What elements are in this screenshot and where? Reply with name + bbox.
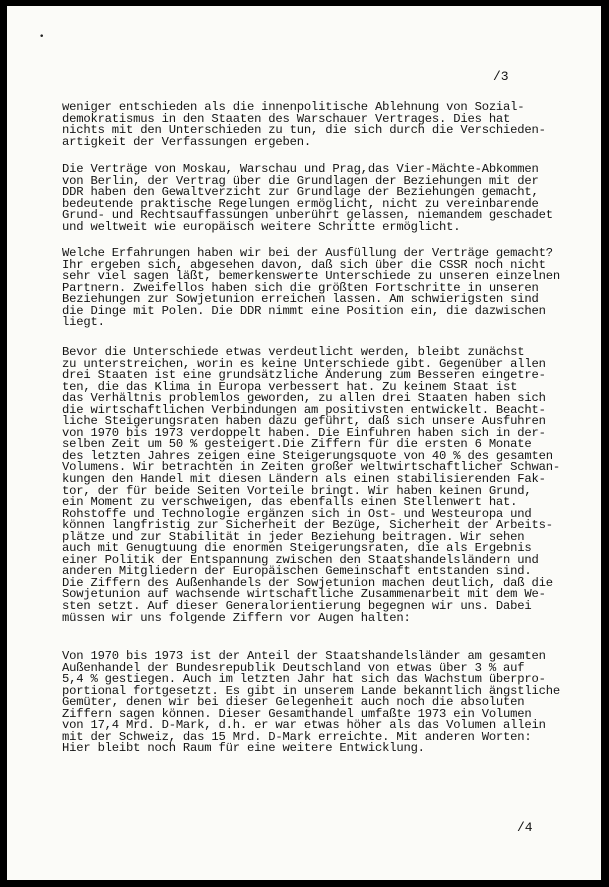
text-line: von 17,4 Mrd. D-Mark, d.h. er war etwas höher als das Volumen allein: [62, 718, 546, 733]
text-line: und weltweit wie europäisch weitere Schritte ermöglicht.: [62, 219, 461, 234]
text-line: sten setzt. Auf dieser Generalorientierung begegnen wir uns. Dabei: [62, 599, 532, 614]
text-line: demokratismus in den Staaten des Warschauer Vertrages. Dies hat: [62, 111, 511, 126]
paragraph-4: [62, 347, 582, 624]
text-line: das Verhältnis problemlos geworden, zu allen drei Staaten haben sich: [62, 391, 546, 406]
text-line: anderen Mitgliedern der Europäischen Gemeinschaft entstanden sind.: [62, 564, 532, 579]
text-line: Partnern. Zweifellos haben sich die größten Fortschritte in unseren: [62, 280, 539, 295]
text-line: artigkeit der Verfassungen ergeben.: [62, 134, 311, 149]
text-line: Sowjetunion auf wachsende wirtschaftliche Zusammenarbeit mit dem We-: [62, 587, 546, 602]
text-line: bedeutende praktische Regelungen ermöglicht, nicht zu vereinbarende: [62, 196, 539, 211]
text-line: kungen den Handel mit diesen Ländern als einen stabilisierenden Fak-: [62, 472, 546, 487]
paragraph-1: [62, 102, 582, 148]
text-line: Ihr ergeben sich, abgesehen davon, daß sich über die CSSR noch nicht: [62, 257, 546, 272]
text-line: Außenhandel der Bundesrepublik Deutschland von etwas über 3 % auf: [62, 660, 525, 675]
text-line: Bevor die Unterschiede etwas verdeutlicht werden, bleibt zunächst: [62, 345, 525, 359]
text-line: DDR haben den Gewaltverzicht zur Grundlage der Beziehungen gemacht,: [62, 185, 539, 200]
text-line: ten, die das Klima in Europa verbessert hat. Zu keinem Staat ist: [62, 379, 518, 394]
text-line: die Dinge mit Polen. Die DDR nimmt eine Position ein, die dazwischen: [62, 303, 546, 318]
text-line: tor, der für beide Seiten Vorteile bringt. Wir haben keinen Grund,: [62, 483, 532, 498]
text-line: Welche Erfahrungen haben wir bei der Ausfüllung der Verträge gemacht?: [62, 246, 553, 260]
text-line: plätze und zur Stabilität in jeder Beziehung beitragen. Wir sehen: [62, 529, 525, 544]
text-line: weniger entschieden als die innenpolitische Ablehnung von Sozial-: [62, 100, 525, 114]
paragraph-5: [62, 651, 582, 755]
text-line: nichts mit den Unterschieden zu tun, die sich durch die Verschieden-: [62, 123, 546, 138]
text-line: sehr viel sagen läßt, bemerkenswerte Unterschiede zu unseren einzelnen: [62, 269, 560, 284]
text-line: auch mit Genugtuung die enormen Steigerungsraten, die als Ergebnis: [62, 541, 532, 556]
text-line: Die Ziffern des Außenhandels der Sowjetunion machen deutlich, daß die: [62, 575, 553, 590]
text-line: ein Moment zu verschweigen, das ebenfalls einen Stellenwert hat.: [62, 495, 518, 510]
text-line: Beziehungen zur Sowjetunion erreichen lassen. Am schwierigsten sind: [62, 292, 539, 307]
text-line: einer Politik der Entspannung zwischen den Staatshandelsländern und: [62, 552, 539, 567]
text-line: die wirtschaftlichen Verbindungen am positivsten entwickelt. Beacht-: [62, 402, 546, 417]
text-line: des letzten Jahres zeigen eine Steigerungsquote von 40 % des gesamten: [62, 448, 553, 463]
text-line: müssen wir uns folgende Ziffern vor Augen halten:: [62, 610, 411, 625]
text-line: Gemüter, denen wir bei dieser Gelegenheit auch noch die absoluten: [62, 695, 525, 710]
text-line: 5,4 % gestiegen. Auch im letzten Jahr hat sich das Wachstum überpro-: [62, 672, 546, 687]
corner-mark: •: [39, 32, 45, 42]
text-line: Die Verträge von Moskau, Warschau und Prag,das Vier-Mächte-Abkommen: [62, 162, 539, 176]
paragraph-3: [62, 248, 582, 329]
text-line: drei Staaten ist eine grundsätzliche Änderung zum Besseren eingetre-: [62, 368, 546, 383]
text-line: von 1970 bis 1973 verdoppelt haben. Die Einfuhren haben sich in der-: [62, 425, 546, 440]
text-line: liegt.: [62, 315, 105, 330]
text-line: selben Zeit um 50 % gesteigert.Die Ziffern für die ersten 6 Monate: [62, 437, 532, 452]
document-page: [7, 6, 601, 880]
text-line: können langfristig zur Sicherheit der Bezüge, Sicherheit der Arbeits-: [62, 518, 553, 533]
text-line: portional fortgesetzt. Es gibt in unserem Lande bekanntlich ängstliche: [62, 683, 560, 698]
paragraph-2: [62, 164, 582, 233]
text-line: Von 1970 bis 1973 ist der Anteil der Staatshandelsländer am gesamten: [62, 649, 546, 663]
text-line: Rohstoffe und Technologie ergänzen sich in Ost- und Westeuropa und: [62, 506, 532, 521]
text-line: Volumens. Wir betrachten in Zeiten großer weltwirtschaftlicher Schwan-: [62, 460, 560, 475]
text-line: Hier bleibt noch Raum für eine weitere Entwicklung.: [62, 741, 425, 756]
text-line: Grund- und Rechtsauffassungen unberührt gelassen, niemandem geschadet: [62, 208, 553, 223]
page-number-top: /3: [493, 69, 509, 84]
text-line: zu unterstreichen, worin es keine Unterschiede gibt. Gegenüber allen: [62, 356, 546, 371]
text-line: von Berlin, der Vertrag über die Grundlagen der Beziehungen mit der: [62, 173, 539, 188]
page-number-bottom: /4: [517, 820, 533, 835]
text-line: mit der Schweiz, das 15 Mrd. D-Mark erreichte. Mit anderen Worten:: [62, 729, 532, 744]
text-line: liche Steigerungsraten haben dazu geführt, daß sich unsere Ausfuhren: [62, 414, 546, 429]
text-line: Ziffern sagen können. Dieser Gesamthandel umfaßte 1973 ein Volumen: [62, 706, 532, 721]
